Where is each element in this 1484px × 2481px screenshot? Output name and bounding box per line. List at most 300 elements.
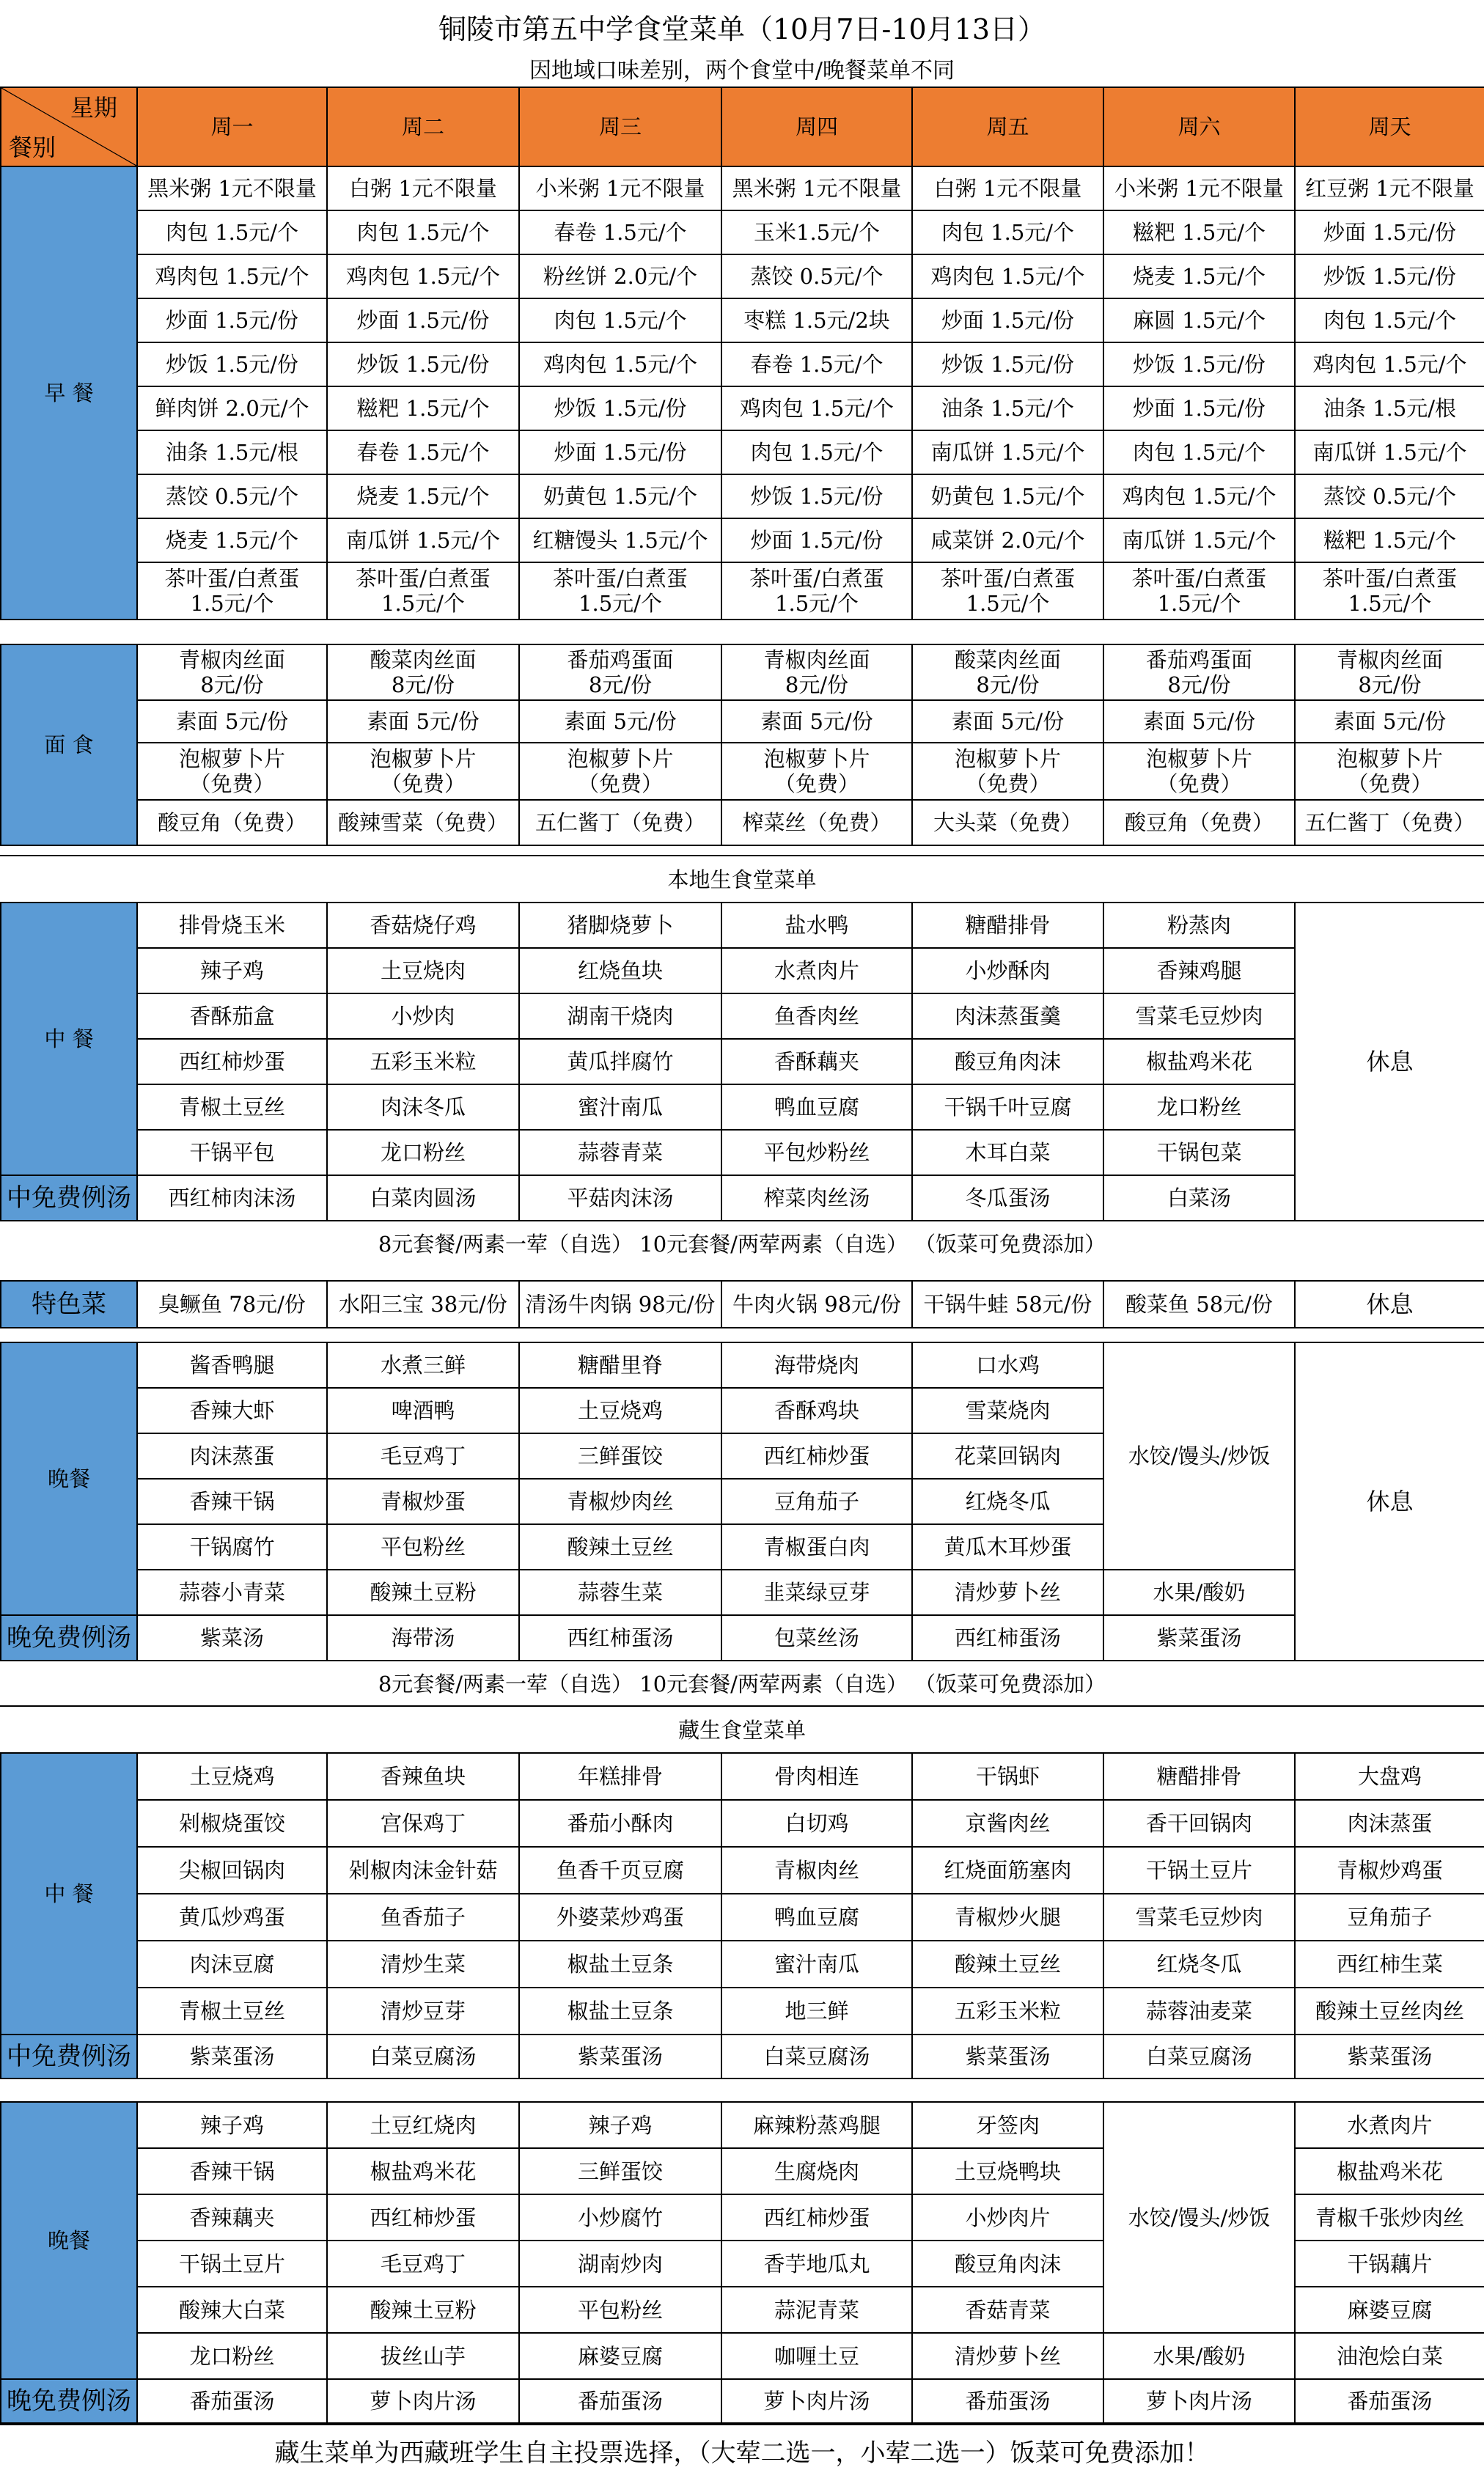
dish: 水煮三鲜 — [327, 1342, 519, 1388]
cell-line: （免费） — [1156, 771, 1242, 796]
breakfast-egg — [1103, 562, 1295, 620]
cell-line: 泡椒萝卜片 — [1145, 746, 1252, 771]
dish: 龙口粉丝 — [137, 2333, 327, 2379]
soup: 紫菜蛋汤 — [1295, 2035, 1484, 2078]
cell-line: 茶叶蛋/白煮蛋 — [1322, 566, 1458, 591]
dish: 五彩玉米粒 — [327, 1039, 519, 1084]
dish: 麻辣粉蒸鸡腿 — [721, 2102, 912, 2148]
breakfast-item: 烧麦 1.5元/个 — [137, 518, 327, 562]
noodle-item: 酸豆角（免费） — [1103, 800, 1295, 845]
dish: 糖醋里脊 — [519, 1342, 721, 1388]
breakfast-item: 炒饭 1.5元/份 — [721, 474, 912, 518]
dish: 麻婆豆腐 — [1295, 2287, 1484, 2333]
noodle-item — [912, 644, 1103, 700]
dinner-row — [1, 2102, 1484, 2148]
dish: 毛豆鸡丁 — [327, 2241, 519, 2287]
dish: 雪菜毛豆炒肉 — [1103, 993, 1295, 1039]
dish: 西红柿炒蛋 — [137, 1039, 327, 1084]
dish: 剁椒烧蛋饺 — [137, 1800, 327, 1847]
breakfast-item: 油条 1.5元/根 — [1295, 386, 1484, 430]
noodle-body — [1, 644, 1484, 845]
cell-line: 泡椒萝卜片 — [954, 746, 1061, 771]
breakfast-item: 南瓜饼 1.5元/个 — [327, 518, 519, 562]
dish: 水果/酸奶 — [1103, 1570, 1295, 1615]
soup: 萝卜肉片汤 — [1103, 2379, 1295, 2423]
breakfast-item: 小米粥 1元不限量 — [1103, 166, 1295, 210]
lunch-row — [1, 1988, 1484, 2035]
breakfast-item: 油条 1.5元/根 — [137, 430, 327, 474]
dish: 酸辣土豆粉 — [327, 1570, 519, 1615]
soup: 白菜豆腐汤 — [721, 2035, 912, 2078]
noodle-item — [327, 743, 519, 800]
dish: 蒜蓉生菜 — [519, 1570, 721, 1615]
cell-line: 茶叶蛋/白煮蛋 — [356, 566, 491, 591]
noodle-item — [721, 743, 912, 800]
dish: 口水鸡 — [912, 1342, 1103, 1388]
dish: 鸭血豆腐 — [721, 1084, 912, 1130]
soup: 紫菜蛋汤 — [519, 2035, 721, 2078]
soup: 番茄蛋汤 — [519, 2379, 721, 2423]
breakfast-item: 烧麦 1.5元/个 — [1103, 254, 1295, 298]
dish: 土豆烧鸡 — [137, 1753, 327, 1800]
breakfast-item: 南瓜饼 1.5元/个 — [1295, 430, 1484, 474]
breakfast-item: 红糖馒头 1.5元/个 — [519, 518, 721, 562]
soup: 紫菜蛋汤 — [912, 2035, 1103, 2078]
soup: 西红柿蛋汤 — [519, 1615, 721, 1661]
breakfast-item: 炒面 1.5元/份 — [327, 298, 519, 342]
dish: 蒜泥青菜 — [721, 2287, 912, 2333]
dish: 拔丝山芋 — [327, 2333, 519, 2379]
breakfast-item: 炒饭 1.5元/份 — [912, 342, 1103, 386]
dish: 外婆菜炒鸡蛋 — [519, 1894, 721, 1941]
noodle-item: 素面 5元/份 — [137, 700, 327, 743]
cell-line: 茶叶蛋/白煮蛋 — [940, 566, 1076, 591]
soup: 冬瓜蛋汤 — [912, 1175, 1103, 1221]
dish: 椒盐土豆条 — [519, 1988, 721, 2035]
soup-label: 晚免费例汤 — [1, 2379, 137, 2423]
dish: 三鲜蛋饺 — [519, 1433, 721, 1479]
dish: 酸豆角肉沫 — [912, 2241, 1103, 2287]
noodle-item — [519, 743, 721, 800]
cell-line: 酸菜肉丝面 — [954, 647, 1061, 672]
soup: 萝卜肉片汤 — [721, 2379, 912, 2423]
cell-line: 8元/份 — [391, 672, 455, 697]
noodle-item — [327, 644, 519, 700]
dish: 肉沫冬瓜 — [327, 1084, 519, 1130]
soup: 白菜肉圆汤 — [327, 1175, 519, 1221]
rest-cell: 休息 — [1295, 1342, 1484, 1661]
dish: 麻婆豆腐 — [519, 2333, 721, 2379]
breakfast-egg — [327, 562, 519, 620]
dish: 干锅包菜 — [1103, 1130, 1295, 1175]
soup: 紫菜蛋汤 — [137, 2035, 327, 2078]
day-header: 周二 — [327, 87, 519, 166]
dish: 红烧冬瓜 — [912, 1479, 1103, 1524]
local-dinner-table — [0, 1342, 1484, 1661]
soup: 海带汤 — [327, 1615, 519, 1661]
cell-line: 青椒肉丝面 — [178, 647, 285, 672]
soup: 紫菜汤 — [137, 1615, 327, 1661]
lunch-row — [1, 1894, 1484, 1941]
breakfast-row — [1, 562, 1484, 620]
soup: 白菜汤 — [1103, 1175, 1295, 1221]
breakfast-item: 奶黄包 1.5元/个 — [912, 474, 1103, 518]
breakfast-item: 鸡肉包 1.5元/个 — [912, 254, 1103, 298]
dish: 平包粉丝 — [327, 1524, 519, 1570]
dish: 剁椒肉沫金针菇 — [327, 1847, 519, 1894]
breakfast-item: 肉包 1.5元/个 — [327, 210, 519, 254]
soup-label: 中免费例汤 — [1, 1175, 137, 1221]
dish: 龙口粉丝 — [327, 1130, 519, 1175]
dish: 糖醋排骨 — [912, 903, 1103, 948]
breakfast-item: 春卷 1.5元/个 — [519, 210, 721, 254]
dish: 干锅平包 — [137, 1130, 327, 1175]
breakfast-label: 早 餐 — [1, 166, 137, 620]
dish: 辣子鸡 — [137, 948, 327, 993]
dinner-label: 晚餐 — [1, 2102, 137, 2379]
breakfast-item: 鸡肉包 1.5元/个 — [519, 342, 721, 386]
dish: 平包粉丝 — [519, 2287, 721, 2333]
dish: 干锅千叶豆腐 — [912, 1084, 1103, 1130]
dish: 牙签肉 — [912, 2102, 1103, 2148]
cell-line: 泡椒萝卜片 — [567, 746, 674, 771]
cell-line: 1.5元/个 — [775, 591, 859, 616]
breakfast-item: 肉包 1.5元/个 — [1295, 298, 1484, 342]
breakfast-item: 炒饭 1.5元/份 — [1103, 342, 1295, 386]
tibet-dinner-table — [0, 2101, 1484, 2424]
dish: 小炒腐竹 — [519, 2194, 721, 2241]
special-dish: 酸菜鱼 58元/份 — [1103, 1281, 1295, 1328]
tibet-lunch-body — [1, 1753, 1484, 2078]
header-row — [1, 87, 1484, 166]
soup-label: 中免费例汤 — [1, 2035, 137, 2078]
lunch-row — [1, 1847, 1484, 1894]
dish: 香辣干锅 — [137, 2148, 327, 2194]
noodle-item: 大头菜（免费） — [912, 800, 1103, 845]
cell-line: 1.5元/个 — [1157, 591, 1241, 616]
breakfast-item: 炒饭 1.5元/份 — [519, 386, 721, 430]
dish: 小炒肉 — [327, 993, 519, 1039]
dish: 尖椒回锅肉 — [137, 1847, 327, 1894]
noodle-item: 素面 5元/份 — [519, 700, 721, 743]
dish: 青椒土豆丝 — [137, 1084, 327, 1130]
noodle-item: 五仁酱丁（免费） — [1295, 800, 1484, 845]
soup: 番茄蛋汤 — [912, 2379, 1103, 2423]
noodle-item: 五仁酱丁（免费） — [519, 800, 721, 845]
tibet-dinner-body — [1, 2102, 1484, 2423]
cell-line: 8元/份 — [1167, 672, 1231, 697]
cell-line: 8元/份 — [588, 672, 653, 697]
dish: 青椒蛋白肉 — [721, 1524, 912, 1570]
lunch-row — [1, 1800, 1484, 1847]
soup-row — [1, 2379, 1484, 2423]
breakfast-item: 枣糕 1.5元/2块 — [721, 298, 912, 342]
breakfast-item: 鸡肉包 1.5元/个 — [327, 254, 519, 298]
dish: 土豆烧鸭块 — [912, 2148, 1103, 2194]
breakfast-row — [1, 210, 1484, 254]
cell-line: 茶叶蛋/白煮蛋 — [164, 566, 300, 591]
dish: 毛豆鸡丁 — [327, 1433, 519, 1479]
dish: 三鲜蛋饺 — [519, 2148, 721, 2194]
breakfast-item: 炒饭 1.5元/份 — [137, 342, 327, 386]
soup: 番茄蛋汤 — [137, 2379, 327, 2423]
local-dinner-body — [1, 1342, 1484, 1661]
dish: 清炒豆芽 — [327, 1988, 519, 2035]
dish: 大盘鸡 — [1295, 1753, 1484, 1800]
cell-line: 酸菜肉丝面 — [370, 647, 477, 672]
breakfast-body — [1, 166, 1484, 620]
noodle-item: 榨菜丝（免费） — [721, 800, 912, 845]
dish: 香辣干锅 — [137, 1479, 327, 1524]
dish: 地三鲜 — [721, 1988, 912, 2035]
dish: 香酥藕夹 — [721, 1039, 912, 1084]
breakfast-item: 肉包 1.5元/个 — [137, 210, 327, 254]
day-header: 周一 — [137, 87, 327, 166]
noodle-table — [0, 644, 1484, 846]
tibet-menu-title: 藏生食堂菜单 — [0, 1705, 1484, 1754]
dish: 干锅腐竹 — [137, 1524, 327, 1570]
breakfast-row — [1, 474, 1484, 518]
dish: 骨肉相连 — [721, 1753, 912, 1800]
dish: 鱼香肉丝 — [721, 993, 912, 1039]
dish: 青椒土豆丝 — [137, 1988, 327, 2035]
breakfast-item: 蒸饺 0.5元/个 — [137, 474, 327, 518]
cell-line: 1.5元/个 — [578, 591, 662, 616]
local-combo-note: 8元套餐/两素一荤（自选） 10元套餐/两荤两素（自选） （饭菜可免费添加） — [0, 1220, 1484, 1267]
dinner-label: 晚餐 — [1, 1342, 137, 1615]
noodle-item — [137, 644, 327, 700]
dish: 土豆烧鸡 — [519, 1388, 721, 1433]
dish: 蒜蓉油麦菜 — [1103, 1988, 1295, 2035]
breakfast-row — [1, 518, 1484, 562]
page-title: 铜陵市第五中学食堂菜单（10月7日-10月13日） — [438, 13, 1046, 45]
cell-line: 8元/份 — [1358, 672, 1422, 697]
cell-line: 泡椒萝卜片 — [370, 746, 477, 771]
dish: 青椒炒肉丝 — [519, 1479, 721, 1524]
soup: 包菜丝汤 — [721, 1615, 912, 1661]
meal-label: 餐别 — [9, 133, 56, 161]
day-header: 周天 — [1295, 87, 1484, 166]
breakfast-item: 蒸饺 0.5元/个 — [1295, 474, 1484, 518]
breakfast-item: 奶黄包 1.5元/个 — [519, 474, 721, 518]
dish: 盐水鸭 — [721, 903, 912, 948]
dish: 雪菜毛豆炒肉 — [1103, 1894, 1295, 1941]
breakfast-item: 炒饭 1.5元/份 — [1295, 254, 1484, 298]
dish: 红烧鱼块 — [519, 948, 721, 993]
dish: 青椒炒鸡蛋 — [1295, 1847, 1484, 1894]
dish: 湖南炒肉 — [519, 2241, 721, 2287]
dish: 平包炒粉丝 — [721, 1130, 912, 1175]
dish: 雪菜烧肉 — [912, 1388, 1103, 1433]
dish: 辣子鸡 — [519, 2102, 721, 2148]
special-dish: 清汤牛肉锅 98元/份 — [519, 1281, 721, 1328]
breakfast-item: 糍粑 1.5元/个 — [327, 386, 519, 430]
footer-note: 藏生菜单为西藏班学生自主投票选择，（大荤二选一，小荤二选一）饭菜可免费添加！ — [0, 2424, 1484, 2481]
breakfast-item: 玉米1.5元/个 — [721, 210, 912, 254]
dish: 红烧冬瓜 — [1103, 1941, 1295, 1988]
lunch-row — [1, 993, 1484, 1039]
week-label: 星期 — [70, 94, 117, 122]
breakfast-item: 烧麦 1.5元/个 — [327, 474, 519, 518]
special-dish: 牛肉火锅 98元/份 — [721, 1281, 912, 1328]
breakfast-item: 蒸饺 0.5元/个 — [721, 254, 912, 298]
dish: 花菜回锅肉 — [912, 1433, 1103, 1479]
dish: 酱香鸭腿 — [137, 1342, 327, 1388]
cell-line: 8元/份 — [200, 672, 264, 697]
dish: 清炒萝卜丝 — [912, 1570, 1103, 1615]
breakfast-row — [1, 386, 1484, 430]
breakfast-item: 炒面 1.5元/份 — [912, 298, 1103, 342]
noodle-label: 面 食 — [1, 644, 137, 845]
breakfast-item: 春卷 1.5元/个 — [721, 342, 912, 386]
lunch-row — [1, 1941, 1484, 1988]
dish: 水果/酸奶 — [1103, 2333, 1295, 2379]
dish: 干锅土豆片 — [137, 2241, 327, 2287]
lunch-row — [1, 903, 1484, 948]
dish: 黄瓜炒鸡蛋 — [137, 1894, 327, 1941]
soup: 榨菜肉丝汤 — [721, 1175, 912, 1221]
breakfast-item: 鸡肉包 1.5元/个 — [1295, 342, 1484, 386]
breakfast-item: 肉包 1.5元/个 — [519, 298, 721, 342]
breakfast-item: 肉包 1.5元/个 — [1103, 430, 1295, 474]
breakfast-item: 鸡肉包 1.5元/个 — [137, 254, 327, 298]
cell-line: 8元/份 — [785, 672, 849, 697]
dish: 韭菜绿豆芽 — [721, 1570, 912, 1615]
breakfast-item: 炒面 1.5元/份 — [721, 518, 912, 562]
cell-line: （免费） — [577, 771, 663, 796]
soup: 番茄蛋汤 — [1295, 2379, 1484, 2423]
dish: 酸辣土豆丝肉丝 — [1295, 1988, 1484, 2035]
breakfast-egg — [912, 562, 1103, 620]
breakfast-table — [0, 87, 1484, 620]
soup: 萝卜肉片汤 — [327, 2379, 519, 2423]
cell-line: （免费） — [380, 771, 466, 796]
noodle-row — [1, 743, 1484, 800]
noodle-row — [1, 700, 1484, 743]
dish: 豆角茄子 — [1295, 1894, 1484, 1941]
dish: 湖南干烧肉 — [519, 993, 721, 1039]
dish: 红烧面筋塞肉 — [912, 1847, 1103, 1894]
cell-line: 1.5元/个 — [190, 591, 274, 616]
dish: 蜜汁南瓜 — [721, 1941, 912, 1988]
soup: 白菜豆腐汤 — [327, 2035, 519, 2078]
breakfast-row — [1, 430, 1484, 474]
dish: 香酥茄盒 — [137, 993, 327, 1039]
noodle-item: 素面 5元/份 — [912, 700, 1103, 743]
special-dish: 干锅牛蛙 58元/份 — [912, 1281, 1103, 1328]
breakfast-egg — [137, 562, 327, 620]
noodle-item: 酸豆角（免费） — [137, 800, 327, 845]
dish: 青椒炒火腿 — [912, 1894, 1103, 1941]
dish: 酸辣土豆丝 — [519, 1524, 721, 1570]
cell-line: （免费） — [965, 771, 1051, 796]
dish: 豆角茄子 — [721, 1479, 912, 1524]
dish: 青椒炒蛋 — [327, 1479, 519, 1524]
noodle-item — [137, 743, 327, 800]
cell-line: 番茄鸡蛋面 — [1145, 647, 1252, 672]
dish: 水饺/馒头/炒饭 — [1103, 1342, 1295, 1570]
breakfast-item: 南瓜饼 1.5元/个 — [912, 430, 1103, 474]
day-header: 周六 — [1103, 87, 1295, 166]
dish: 啤酒鸭 — [327, 1388, 519, 1433]
specials-row — [1, 1281, 1484, 1328]
breakfast-item: 黑米粥 1元不限量 — [137, 166, 327, 210]
dish: 土豆烧肉 — [327, 948, 519, 993]
local-combo-note-2: 8元套餐/两素一荤（自选） 10元套餐/两荤两素（自选） （饭菜可免费添加） — [0, 1660, 1484, 1707]
lunch-label: 中 餐 — [1, 1753, 137, 2035]
cell-line: 番茄鸡蛋面 — [567, 647, 674, 672]
breakfast-item: 鸡肉包 1.5元/个 — [721, 386, 912, 430]
special-dish: 臭鳜鱼 78元/份 — [137, 1281, 327, 1328]
noodle-item: 素面 5元/份 — [1103, 700, 1295, 743]
dish: 干锅藕片 — [1295, 2241, 1484, 2287]
dish: 香芋地瓜丸 — [721, 2241, 912, 2287]
dish: 水煮肉片 — [1295, 2102, 1484, 2148]
dish: 清炒生菜 — [327, 1941, 519, 1988]
dish: 干锅虾 — [912, 1753, 1103, 1800]
lunch-label: 中 餐 — [1, 903, 137, 1175]
dinner-row — [1, 2333, 1484, 2379]
dish: 肉沫豆腐 — [137, 1941, 327, 1988]
dish: 白切鸡 — [721, 1800, 912, 1847]
dish: 椒盐土豆条 — [519, 1941, 721, 1988]
dish: 咖喱土豆 — [721, 2333, 912, 2379]
breakfast-item: 鲜肉饼 2.0元/个 — [137, 386, 327, 430]
dish: 西红柿炒蛋 — [721, 2194, 912, 2241]
dish: 蒜蓉青菜 — [519, 1130, 721, 1175]
breakfast-row — [1, 298, 1484, 342]
cell-line: 1.5元/个 — [381, 591, 465, 616]
dish: 小炒酥肉 — [912, 948, 1103, 993]
specials-table — [0, 1280, 1484, 1328]
breakfast-row — [1, 342, 1484, 386]
breakfast-item: 麻圆 1.5元/个 — [1103, 298, 1295, 342]
soup-label: 晚免费例汤 — [1, 1615, 137, 1661]
breakfast-item: 肉包 1.5元/个 — [721, 430, 912, 474]
cell-line: 青椒肉丝面 — [1336, 647, 1443, 672]
breakfast-egg — [1295, 562, 1484, 620]
soup: 紫菜蛋汤 — [1103, 1615, 1295, 1661]
noodle-item — [721, 644, 912, 700]
breakfast-item: 糍粑 1.5元/个 — [1295, 518, 1484, 562]
dish: 西红柿炒蛋 — [327, 2194, 519, 2241]
rest-cell: 休息 — [1295, 1281, 1484, 1328]
dish: 清炒萝卜丝 — [912, 2333, 1103, 2379]
soup: 西红柿肉沫汤 — [137, 1175, 327, 1221]
dish: 香辣大虾 — [137, 1388, 327, 1433]
dish: 干锅土豆片 — [1103, 1847, 1295, 1894]
dish: 香辣藕夹 — [137, 2194, 327, 2241]
noodle-row — [1, 644, 1484, 700]
local-lunch-body — [1, 903, 1484, 1221]
cell-line: 1.5元/个 — [1348, 591, 1432, 616]
cell-line: （免费） — [774, 771, 859, 796]
dish: 香辣鱼块 — [327, 1753, 519, 1800]
dish: 香干回锅肉 — [1103, 1800, 1295, 1847]
dish: 糖醋排骨 — [1103, 1753, 1295, 1800]
tibet-lunch-table — [0, 1752, 1484, 2079]
breakfast-item: 糍粑 1.5元/个 — [1103, 210, 1295, 254]
dish: 香菇烧仔鸡 — [327, 903, 519, 948]
page-subtitle: 因地域口味差别，两个食堂中/晚餐菜单不同 — [529, 58, 955, 84]
dish: 蒜蓉小青菜 — [137, 1570, 327, 1615]
soup-row — [1, 1175, 1484, 1221]
dish: 鱼香千页豆腐 — [519, 1847, 721, 1894]
noodle-item: 素面 5元/份 — [1295, 700, 1484, 743]
breakfast-item: 白粥 1元不限量 — [912, 166, 1103, 210]
dish: 肉沫蒸蛋羹 — [912, 993, 1103, 1039]
corner-header — [1, 87, 137, 166]
